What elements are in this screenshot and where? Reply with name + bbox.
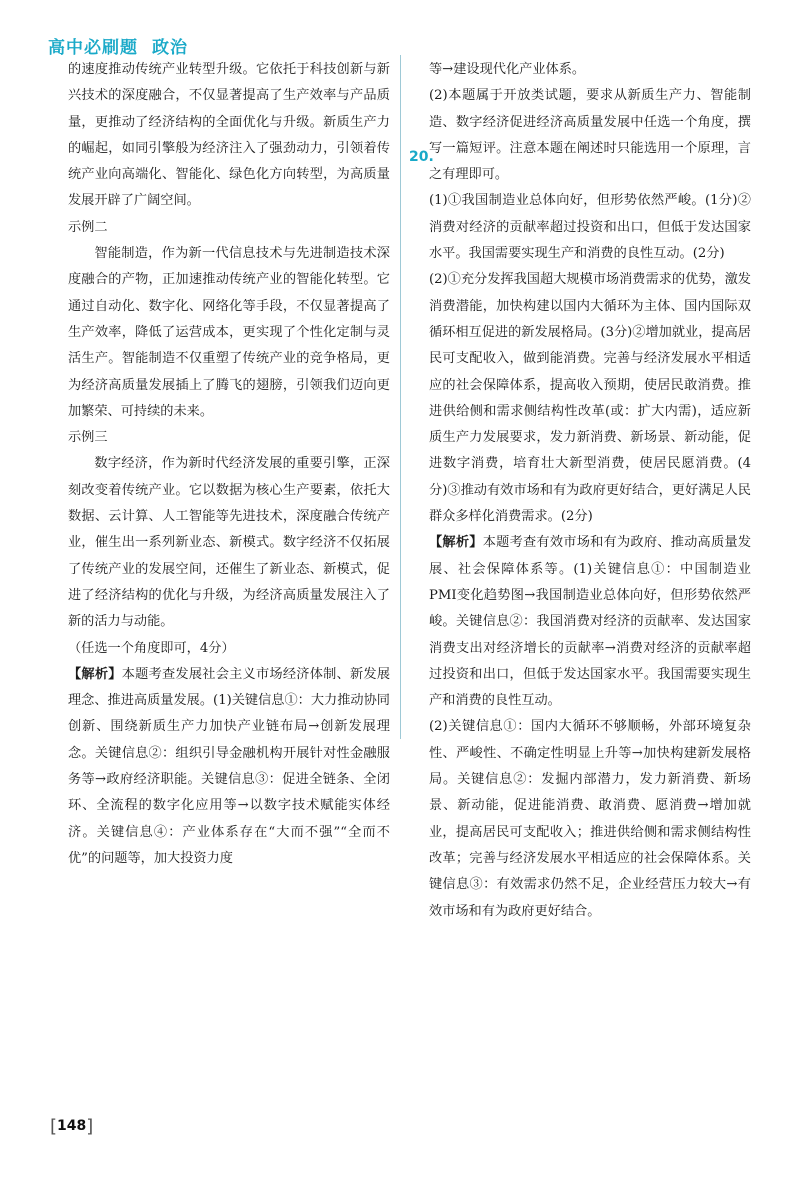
example-heading: 示例二 xyxy=(68,219,108,235)
paragraph: 的速度推动传统产业转型升级。它依托于科技创新与新兴技术的深度融合，不仅显著提高了生产效率与产品质量，更推动了经济结构的全面优化与升级。新质生产力的崛起，如同引擎般为经济注入了强劲动力，引领着传统产业向高端化、智能化、绿色化方向转型，为高质量发展开辟了广阔空间。 xyxy=(68,62,390,209)
left-column xyxy=(68,57,390,872)
analysis-text: 本题考查发展社会主义市场经济体制、新发展理念、推进高质量发展。(1)关键信息①：大力推动协同创新、围绕新质生产力加快产业链布局→创新发展理念。关键信息②：组织引导金融机构开展针对性金融服务等→政府经济职能。关键信息③：促进全链条、全闭环、全流程的数字化应用等→以数字技术赋能实体经济。关键信息④：产业体系存在“大而不强”“全而不优”的问题等，加大投资力度 xyxy=(68,666,391,866)
page-number-value: 148 xyxy=(57,1118,87,1134)
paragraph: 数字经济，作为新时代经济发展的重要引擎，正深刻改变着传统产业。它以数据为核心生产要素，依托大数据、云计算、人工智能等先进技术，深度融合传统产业，催生出一系列新业态、新模式。数字经济不仅拓展了传统产业的发展空间，还催生了新业态、新模式，促进了经济结构的优化与升级，为经济高质量发展注入了新的活力与动能。 xyxy=(68,456,390,630)
example-heading: 示例三 xyxy=(68,430,108,446)
paragraph: 智能制造，作为新一代信息技术与先进制造技术深度融合的产物，正加速推动传统产业的智能化转型。它通过自动化、数字化、网络化等手段，不仅显著提高了生产效率，降低了运营成本，更实现了个性化定制与灵活生产。智能制造不仅重塑了传统产业的竞争格局，更为经济高质量发展插上了腾飞的翅膀，引领我们迈向更加繁荣、可持续的未来。 xyxy=(68,246,390,419)
analysis-paragraph xyxy=(429,530,751,714)
paragraph: 等→建设现代化产业体系。 xyxy=(429,62,586,77)
paragraph: (1)①我国制造业总体向好，但形势依然严峻。(1分)②消费对经济的贡献率超过投资和出口，但低于发达国家水平。我国需要实现生产和消费的良性互动。(2分) xyxy=(429,193,751,262)
page-number-right-bracket: ] xyxy=(86,1116,94,1137)
paragraph: (2)关键信息①：国内大循环不够顺畅，外部环境复杂性、严峻性、不确定性明显上升等→加快构建新发展格局。关键信息②：发掘内部潜力，发力新消费、新场景、新动能，促进能消费、敢消费、愿消费→增加就业，提高居民可支配收入；推进供给侧和需求侧结构性改革；完善与经济发展水平相适应的社会保障体系。关键信息③：有效需求仍然不足，企业经营压力较大→有效市场和有为政府更好结合。 xyxy=(429,719,751,919)
analysis-label: 【解析】 xyxy=(68,666,122,682)
analysis-paragraph xyxy=(68,662,390,872)
page-number-left-bracket: [ xyxy=(50,1116,58,1137)
paragraph: (2)本题属于开放类试题，要求从新质生产力、智能制造、数字经济促进经济高质量发展中任选一个角度，撰写一篇短评。注意本题在阐述时只能选用一个原理，言之有理即可。 xyxy=(429,88,751,183)
book-header xyxy=(48,33,188,58)
question-number: 20. xyxy=(409,149,434,165)
column-divider xyxy=(400,55,401,739)
right-column xyxy=(429,57,751,925)
analysis-text: 本题考查有效市场和有为政府、推动高质量发展、社会保障体系等。(1)关键信息①：中国制造业PMI变化趋势图→我国制造业总体向好，但形势依然严峻。关键信息②：我国消费对经济的贡献率、发达国家消费支出对经济增长的贡献率→消费对经济的贡献率超过投资和出口，但低于发达国家水平。我国需要实现生产和消费的良性互动。 xyxy=(429,535,752,709)
paragraph: (2)①充分发挥我国超大规模市场消费需求的优势，激发消费潜能，加快构建以国内大循环为主体、国内国际双循环相互促进的新发展格局。(3分)②增加就业，提高居民可支配收入，做到能消费。完善与经济发展水平相适应的社会保障体系，提高收入预期，使居民敢消费。推进供给侧和需求侧结构性改革(或：扩大内需)，适应新质生产力发展要求，发力新消费、新场景、新动能，促进数字消费，培育壮大新型消费，使居民愿消费。(4分)③推动有效市场和有为政府更好结合，更好满足人民群众多样化消费需求。(2分) xyxy=(429,272,751,525)
book-subject: 政治 xyxy=(152,38,188,58)
paragraph: （任选一个角度即可，4分） xyxy=(68,640,235,656)
analysis-label: 【解析】 xyxy=(429,535,483,551)
page-number xyxy=(50,1116,93,1137)
book-title: 高中必刷题 xyxy=(48,38,138,58)
